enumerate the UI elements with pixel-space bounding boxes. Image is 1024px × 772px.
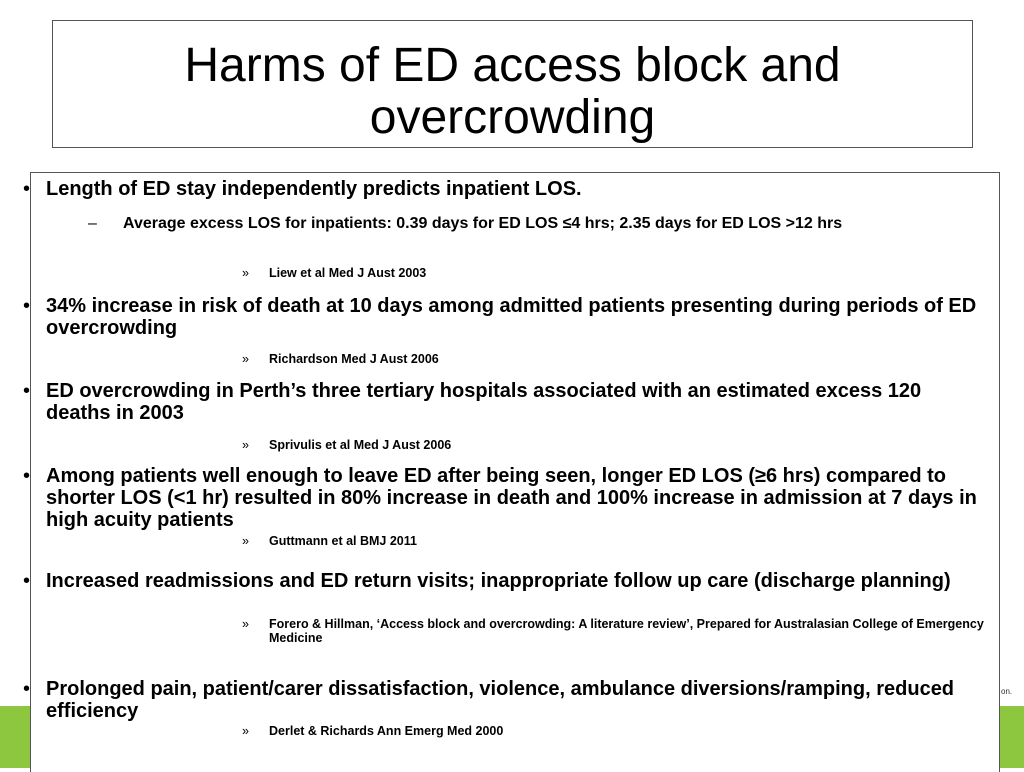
bullet-text: ED overcrowding in Perth’s three tertiary hospitals associated with an estimated excess 120 deaths in 2003 [46,380,922,424]
bullet-marker: • [23,380,31,402]
reference-text: Liew et al Med J Aust 2003 [269,266,427,280]
reference-marker: » [242,438,249,452]
reference-marker: » [242,724,249,738]
bullet-marker: • [23,570,31,592]
bullet-text: 34% increase in risk of death at 10 days among admitted patients presenting during periods of ED overcrowding [46,295,977,339]
reference-liew [242,266,989,280]
reference-text: Guttmann et al BMJ 2011 [269,534,417,548]
bullet-text: Prolonged pain, patient/carer dissatisfaction, violence, ambulance diversions/ramping, reduced efficiency [46,678,955,722]
reference-text: Sprivulis et al Med J Aust 2006 [269,438,452,452]
reference-marker: » [242,352,249,366]
side-note-fragment: on. [1001,687,1013,696]
reference-marker: » [242,266,249,280]
reference-richardson [242,352,989,366]
title-box [52,20,973,148]
reference-text: Forero & Hillman, ‘Access block and overcrowding: A literature review’, Prepared for Australasian College of Emergency Medicine [269,617,984,645]
reference-derlet-richards [242,724,989,738]
slide-title: Harms of ED access block and overcrowding [184,39,841,144]
bullet-readmissions [23,570,986,592]
reference-sprivulis [242,438,989,452]
bullet-marker: • [23,178,31,200]
bullet-longer-ed-los [23,465,986,531]
dash-marker: – [88,215,97,232]
bullet-text: Length of ED stay independently predicts inpatient LOS. [46,178,582,200]
bullet-marker: • [23,678,31,700]
bullet-prolonged-pain [23,678,986,722]
reference-guttmann [242,534,989,548]
reference-forero-hillman [242,617,989,645]
reference-marker: » [242,534,249,548]
sub-bullet-text: Average excess LOS for inpatients: 0.39 days for ED LOS ≤4 hrs; 2.35 days for ED LOS >12 hrs [123,215,843,232]
bullet-text: Among patients well enough to leave ED after being seen, longer ED LOS (≥6 hrs) compared to shorter LOS (<1 hr) resulted in 80% increase in death and 100% increase in admission at 7 days in high acuity patients [46,465,977,531]
bullet-perth-deaths [23,380,986,424]
reference-marker: » [242,617,249,631]
bullet-risk-of-death [23,295,986,339]
bullet-ed-stay [23,178,986,200]
reference-text: Derlet & Richards Ann Emerg Med 2000 [269,724,504,738]
bullet-marker: • [23,295,31,317]
bullet-text: Increased readmissions and ED return visits; inappropriate follow up care (discharge planning) [46,570,951,592]
bullet-marker: • [23,465,31,487]
reference-text: Richardson Med J Aust 2006 [269,352,439,366]
sub-bullet-excess-los [88,214,988,233]
